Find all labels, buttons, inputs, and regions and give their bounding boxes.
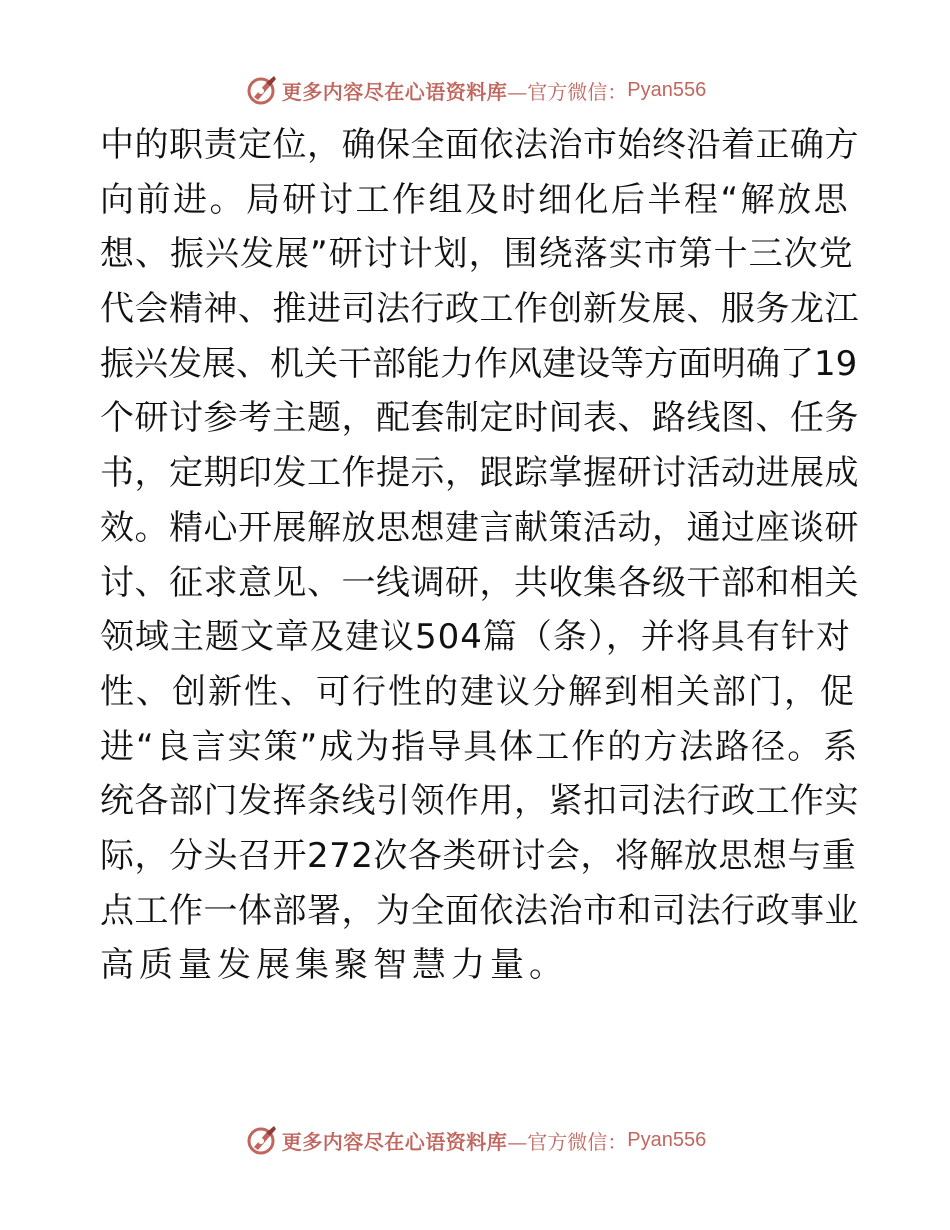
body-line: 向前进。局研讨工作组及时细化后半程“解放思 bbox=[100, 179, 851, 220]
body-line: 点工作一体部署，为全面依法治市和司法行政事业 bbox=[100, 890, 859, 931]
body-line: 代会精神、推进司法行政工作创新发展、服务龙江 bbox=[100, 289, 859, 330]
body-line: 领域主题文章及建议504篇（条），并将具有针对 bbox=[100, 617, 851, 658]
pen-in-circle-logo-icon bbox=[244, 73, 278, 107]
footer-banner bbox=[0, 1120, 950, 1160]
body-line: 际，分头召开272次各类研讨会，将解放思想与重 bbox=[100, 835, 857, 876]
body-line: 中的职责定位，确保全面依法治市始终沿着正确方 bbox=[100, 125, 859, 165]
banner-wechat-id: Pyan556 bbox=[627, 78, 707, 101]
body-line: 统各部门发挥条线引领作用，紧扣司法行政工作实 bbox=[100, 781, 859, 822]
body-line: 个研讨参考主题，配套制定时间表、路线图、任务 bbox=[100, 398, 859, 439]
body-line: 效。精心开展解放思想建言献策活动，通过座谈研 bbox=[100, 507, 859, 548]
body-line: 讨、征求意见、一线调研，共收集各级干部和相关 bbox=[100, 562, 859, 603]
document-body bbox=[100, 118, 860, 993]
banner-main-text: 更多内容尽在心语资料库 bbox=[281, 1129, 508, 1154]
body-line: 振兴发展、机关干部能力作风建设等方面明确了19 bbox=[100, 343, 858, 384]
banner-wechat-id: Pyan556 bbox=[627, 1128, 707, 1151]
body-line: 书，定期印发工作提示，跟踪掌握研讨活动进展成 bbox=[100, 453, 859, 494]
body-line: 性、创新性、可行性的建议分解到相关部门，促 bbox=[100, 671, 856, 712]
header-banner bbox=[0, 70, 950, 110]
body-line: 进“良言实策”成为指导具体工作的方法路径。系 bbox=[100, 726, 860, 767]
banner-wechat-label: —官方微信： bbox=[507, 79, 628, 104]
body-line: 想、振兴发展”研讨计划，围绕落实市第十三次党 bbox=[100, 234, 854, 275]
banner-main-text: 更多内容尽在心语资料库 bbox=[281, 79, 508, 104]
body-line: 高质量发展集聚智慧力量。 bbox=[100, 945, 568, 986]
pen-in-circle-logo-icon bbox=[244, 1123, 278, 1157]
banner-wechat-label: —官方微信： bbox=[507, 1129, 628, 1154]
